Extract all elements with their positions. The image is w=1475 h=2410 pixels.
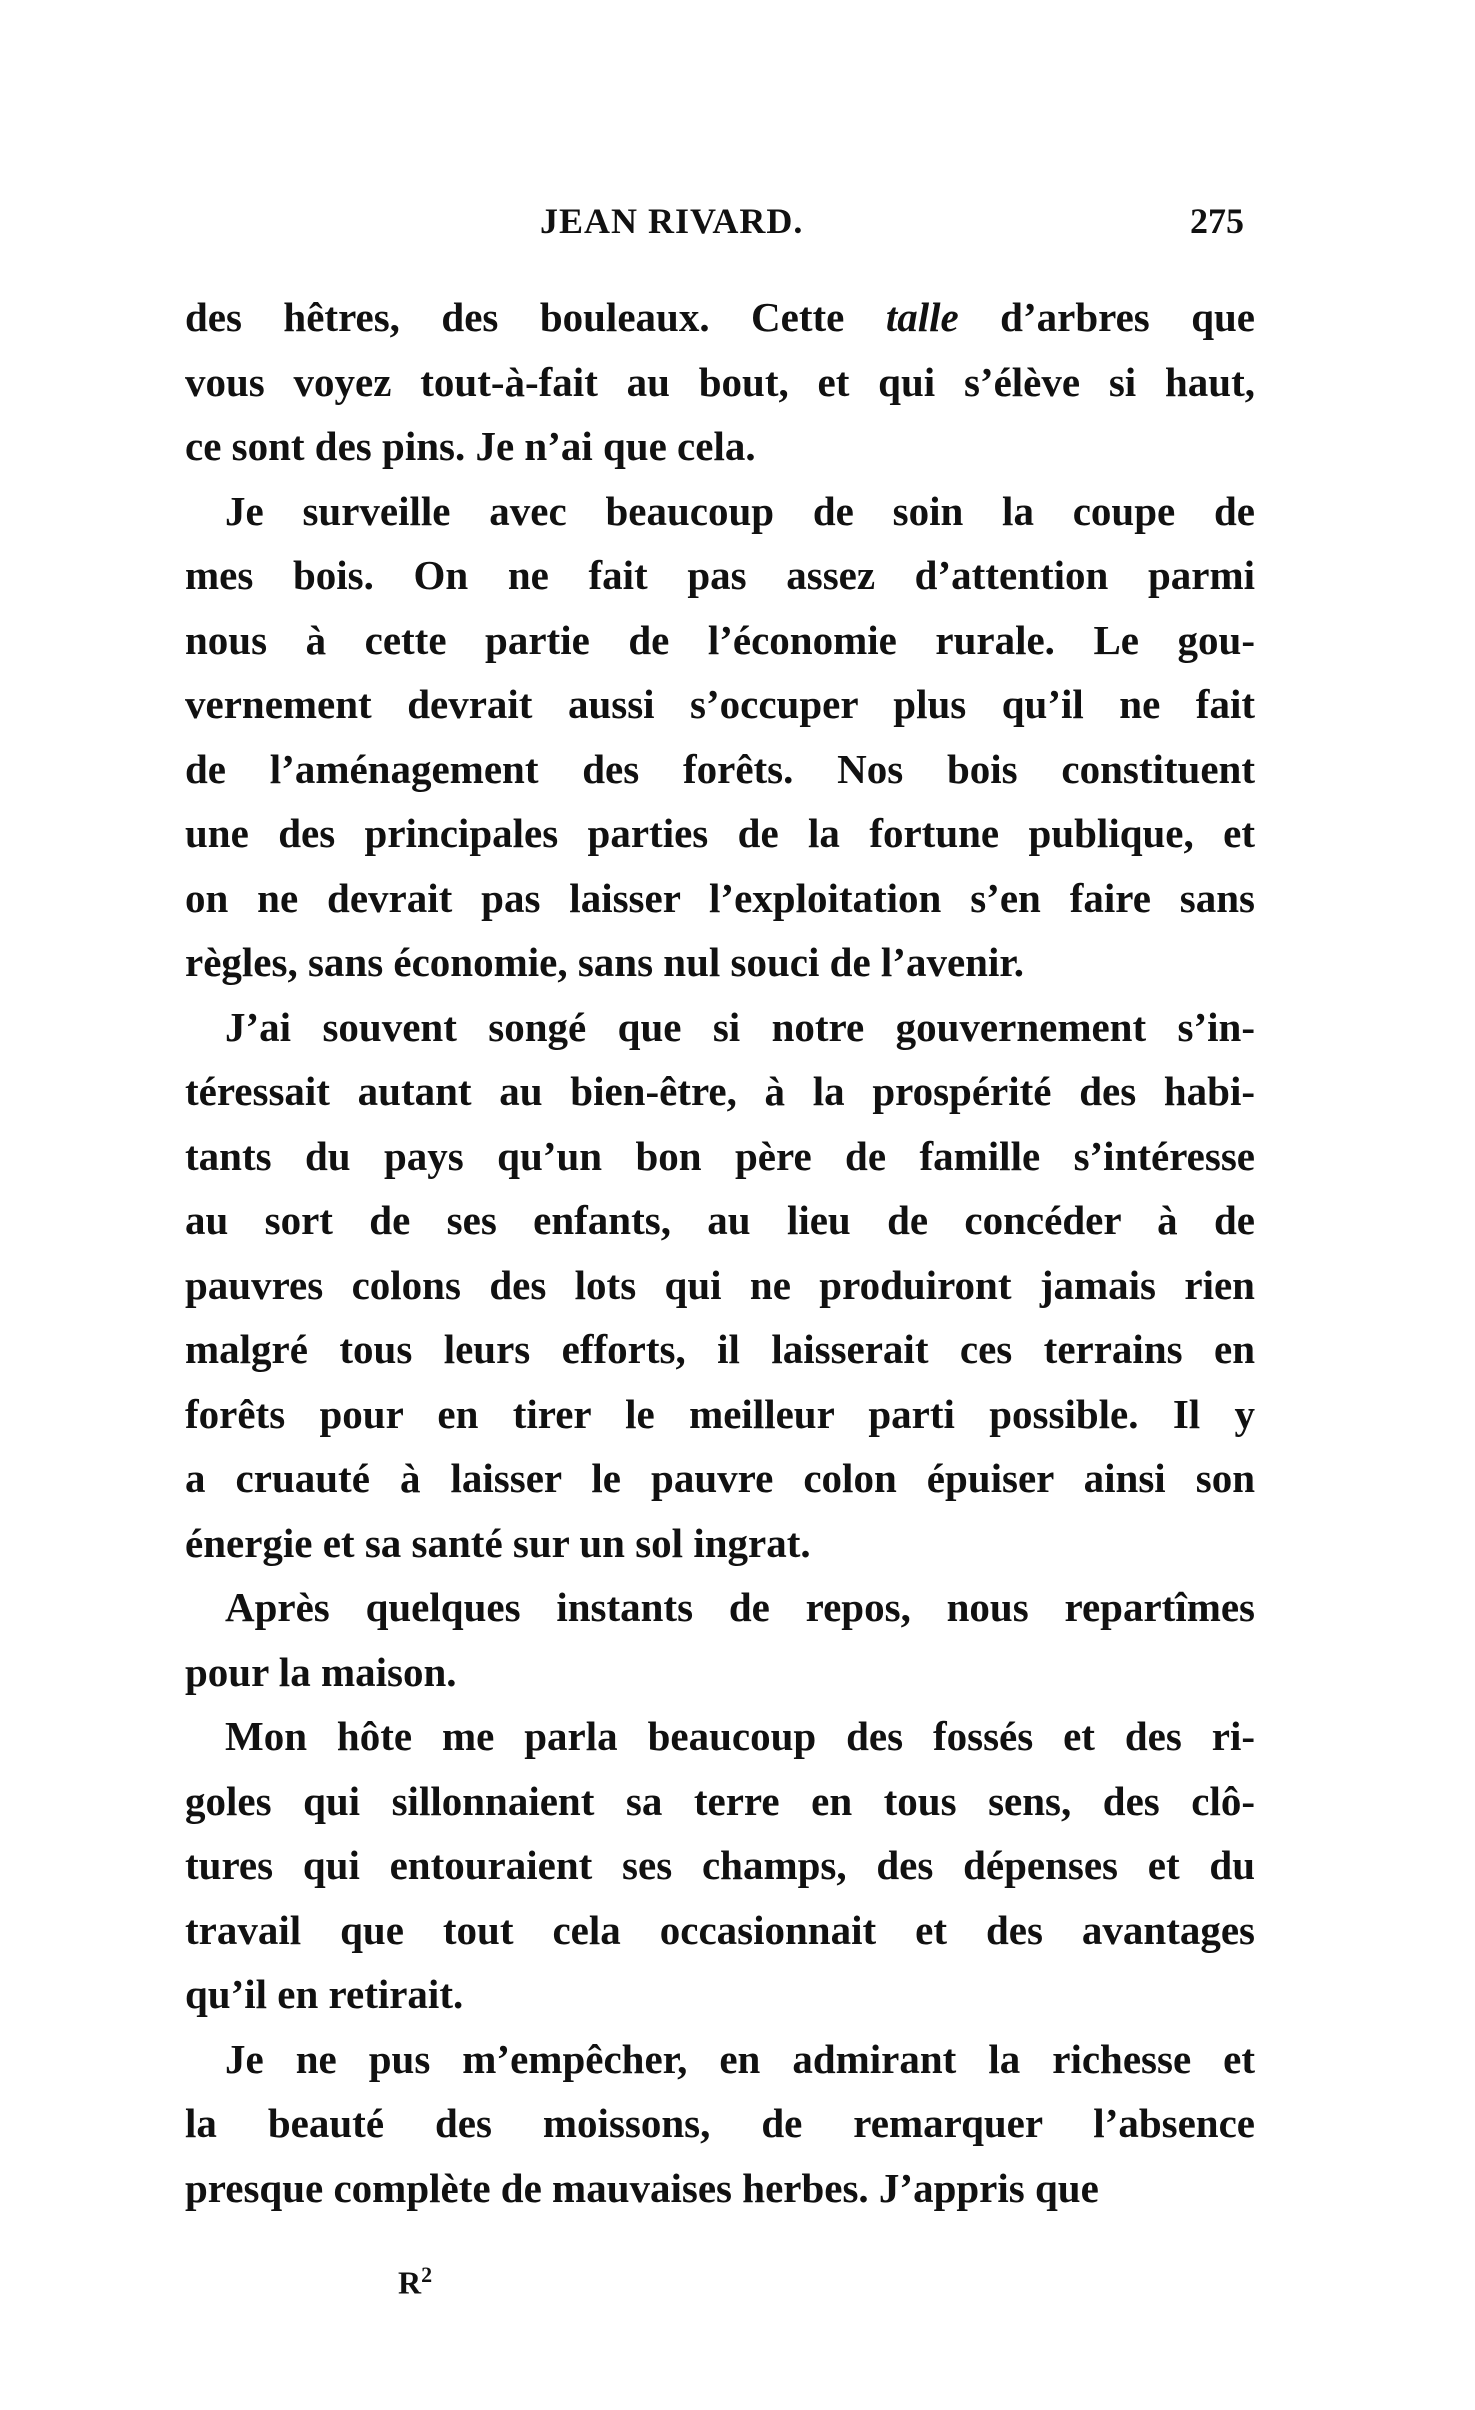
signature-number: 2 xyxy=(421,2262,433,2287)
signature-letter: R xyxy=(398,2264,422,2301)
text-line: une des principales parties de la fortune publique, et xyxy=(185,810,1255,856)
text-line: goles qui sillonnaient sa terre en tous sens, des clô- xyxy=(185,1777,1255,1824)
paragraph xyxy=(185,479,1255,995)
text-line: vous voyez tout-à-fait au bout, et qui s’élève si haut, xyxy=(185,358,1255,405)
text-line: a cruauté à laisser le pauvre colon épuiser ainsi son xyxy=(185,1455,1255,1501)
paragraph xyxy=(185,1704,1255,2027)
text-line: Après quelques instants de repos, nous repartîmes xyxy=(225,1584,1255,1630)
running-head: JEAN RIVARD. xyxy=(540,201,804,241)
text-line: Je ne pus m’empêcher, en admirant la richesse et xyxy=(225,2035,1255,2082)
text-line: pauvres colons des lots qui ne produiront jamais rien xyxy=(185,1261,1255,1308)
text-line: mes bois. On ne fait pas assez d’attention parmi xyxy=(185,552,1255,598)
text-line: la beauté des moissons, de remarquer l’absence xyxy=(185,2100,1255,2146)
paragraph xyxy=(185,2027,1255,2221)
text-line: qu’il en retirait. xyxy=(185,1971,464,2017)
text-line: tures qui entouraient ses champs, des dépenses et du xyxy=(185,1842,1255,1888)
signature-mark xyxy=(398,2262,432,2302)
text-line: tants du pays qu’un bon père de famille s’intéresse xyxy=(185,1132,1255,1179)
text-line: on ne devrait pas laisser l’exploitation s’en faire sans xyxy=(185,874,1255,921)
text-line: forêts pour en tirer le meilleur parti possible. Il y xyxy=(185,1390,1255,1437)
body-text xyxy=(185,285,1255,2220)
text-line: vernement devrait aussi s’occuper plus qu’il ne fait xyxy=(185,681,1255,727)
text-line: travail que tout cela occasionnait et des avantages xyxy=(185,1906,1255,1953)
text-line: ce sont des pins. Je n’ai que cela. xyxy=(185,423,756,469)
text-line: au sort de ses enfants, au lieu de concéder à de xyxy=(185,1197,1255,1243)
text-line: règles, sans économie, sans nul souci de l’avenir. xyxy=(185,939,1025,985)
text-line: téressait autant au bien-être, à la prospérité des habi- xyxy=(185,1068,1255,1114)
text-line: nous à cette partie de l’économie rurale. Le gou- xyxy=(185,616,1255,663)
text-line: Mon hôte me parla beaucoup des fossés et des ri- xyxy=(225,1713,1255,1759)
paragraph xyxy=(185,1575,1255,1704)
page-number: 275 xyxy=(1190,201,1244,241)
text-line: de l’aménagement des forêts. Nos bois constituent xyxy=(185,745,1255,792)
text-line: malgré tous leurs efforts, il laisserait ces terrains en xyxy=(185,1326,1255,1372)
text-line: des hêtres, des bouleaux. Cette talle d’arbres que xyxy=(185,294,1256,340)
paragraph xyxy=(185,285,1255,479)
italic-word: talle xyxy=(885,294,959,340)
text-line: J’ai souvent songé que si notre gouvernement s’in- xyxy=(225,1003,1255,1050)
paragraph xyxy=(185,995,1255,1576)
text-line: énergie et sa santé sur un sol ingrat. xyxy=(185,1519,811,1566)
text-line: presque complète de mauvaises herbes. J’appris que xyxy=(185,2164,1099,2211)
text-line: Je surveille avec beaucoup de soin la coupe de xyxy=(225,487,1255,534)
text-line: pour la maison. xyxy=(185,1648,457,1695)
